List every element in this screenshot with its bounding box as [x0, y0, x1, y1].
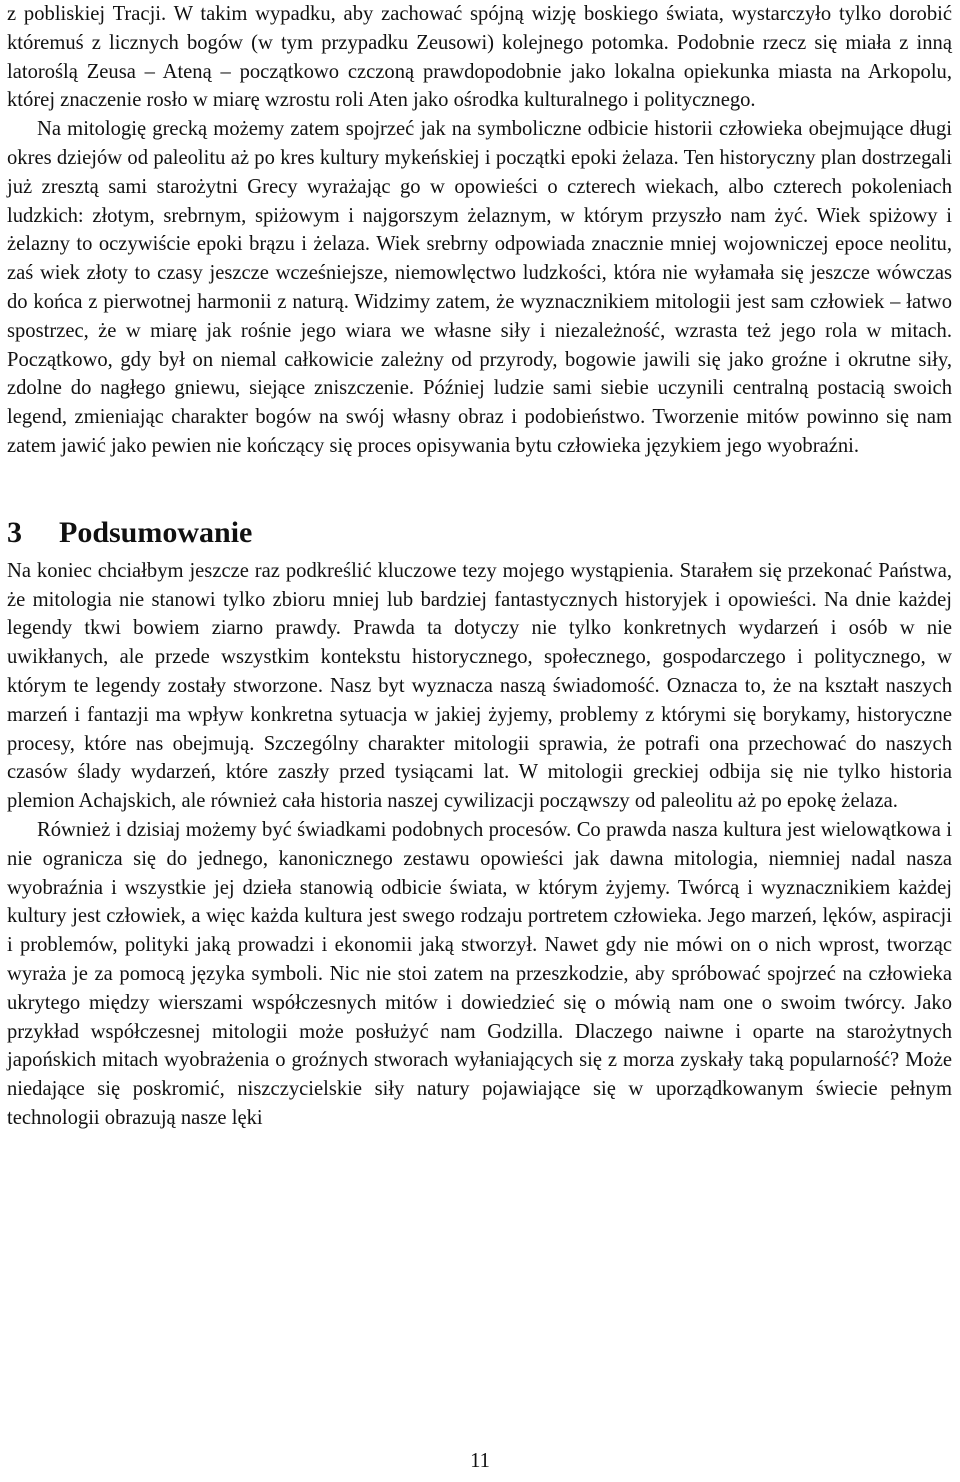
document-page — [7, 0, 952, 1133]
paragraph-mythology-history: Na mitologię grecką możemy zatem spojrzeć jak na symboliczne odbicie historii człowieka obejmujące długi okres dziejów od paleolitu aż po kres kultury mykeńskiej i początki epoki żelaza. Ten historyczny plan dostrzegali już zresztą sami starożytni Grecy wyrażając go w opowieści o czterech wiekach, albo czterech pokoleniach ludzkich: złotym, srebrnym, spiżowym i najgorszym żelaznym, w którym przyszło nam żyć. Wiek spiżowy i żelazny to oczywiście epoki brązu i żelaza. Wiek srebrny odpowiada znacznie mniej wojowniczej epoce neolitu, zaś wiek złoty to czasy jeszcze wcześniejsze, niemowlęctwo ludzkości, która nie wyłamała się jeszcze wówczas do końca z pierwotnej harmonii z naturą. Widzimy zatem, że wyznacznikiem mitologii jest sam człowiek – łatwo spostrzec, że w miarę jak rośnie jego wiara we własne siły i niezależność, wzrasta też jego rola w mitach. Początkowo, gdy był on niemal całkowicie zależny od przyrody, bogowie jawili się jako groźne i okrutne siły, zdolne do nagłego gniewu, siejące zniszczenie. Później ludzie sami siebie uczynili centralną postacią swoich legend, zmieniając charakter bogów na swój własny obraz i podobieństwo. Tworzenie mitów powinno się nam zatem jawić jako pewien nie kończący się proces opisywania bytu człowieka językiem jego wyobraźni. — [7, 118, 952, 457]
paragraph-summary-2: Również i dzisiaj możemy być świadkami podobnych procesów. Co prawda nasza kultura jest wielowątkowa i nie ogranicza się do jednego, kanonicznego zestawu opowieści jak dawna mitologia, niemniej nadal nasza wyobraźnia i wszystkie jej dzieła stanowią odbicie świata, w którym żyjemy. Twórcą i wyznacznikiem każdej kultury jest człowiek, a więc każda kultura jest swego rodzaju portretem człowieka. Jego marzeń, lęków, aspiracji i problemów, polityki jaką prowadzi i ekonomii jaką stworzył. Nawet gdy nie mówi on o nich wprost, tworząc wyraża je za pomocą języka symboli. Nic nie stoi zatem na przeszkodzie, aby spróbować spojrzeć na człowieka ukrytego między wierszami współczesnych mitów i dowiedzieć się o mówią nam one o swoim twórcy. Jako przykład współczesnej mitologii może posłużyć nam Godzilla. Dlaczego naiwne i oparte na starożytnych japońskich mitach wyobrażenia o groźnych stworach wyłaniających się z morza zyskały taką popularność? Może niedające się poskromić, niszczycielskie siły natury pojawiające się w uporządkowanym świecie pełnym technologii obrazują nasze lęki — [7, 818, 952, 1129]
paragraph-summary-1: Na koniec chciałbym jeszcze raz podkreślić kluczowe tezy mojego wystąpienia. Starałem się przekonać Państwa, że mitologia nie stanowi tylko zbioru mniej lub bardziej fantastycznych historyjek i opowieści. Na dnie każdej legendy tkwi bowiem ziarno prawdy. Prawda ta dotyczy nie tylko konkretnych wydarzeń i osób w nie uwikłanych, ale przede wszystkim kontekstu historycznego, społecznego, gospodarczego i politycznego, w którym te legendy zostały stworzone. Nasz byt wyznacza naszą świadomość. Oznacza to, że na kształt naszych marzeń i fantazji ma wpływ konkretna sytuacja w jakiej żyjemy, problemy z którymi się borykamy, historyczne procesy, które nas obejmują. Szczególny charakter mitologii sprawia, że potrafi ona przechować do naszych czasów ślady wydarzeń, które zaszły przed tysiącami lat. W mitologii greckiej odbija się nie tylko historia plemion Achajskich, ale również cała historia naszej cywilizacji począwszy od paleolitu aż po epokę żelaza. — [7, 559, 952, 813]
section-title: Podsumowanie — [59, 515, 253, 549]
page-number: 11 — [470, 1450, 490, 1472]
section-number: 3 — [7, 515, 22, 549]
section-heading — [7, 513, 952, 557]
paragraph-continuation: z pobliskiej Tracji. W takim wypadku, aby zachować spójną wizję boskiego świata, wystarczyło tylko dorobić któremuś z licznych bogów (w tym przypadku Zeusowi) kolejnego potomka. Podobnie rzecz się miała z inną latoroślą Zeusa – Ateną – początkowo czczoną prawdopodobnie jako lokalna opiekunka miasta na Arkopolu, której znaczenie rosło w miarę wzrostu roli Aten jako ośrodka kulturalnego i politycznego. — [7, 3, 952, 112]
